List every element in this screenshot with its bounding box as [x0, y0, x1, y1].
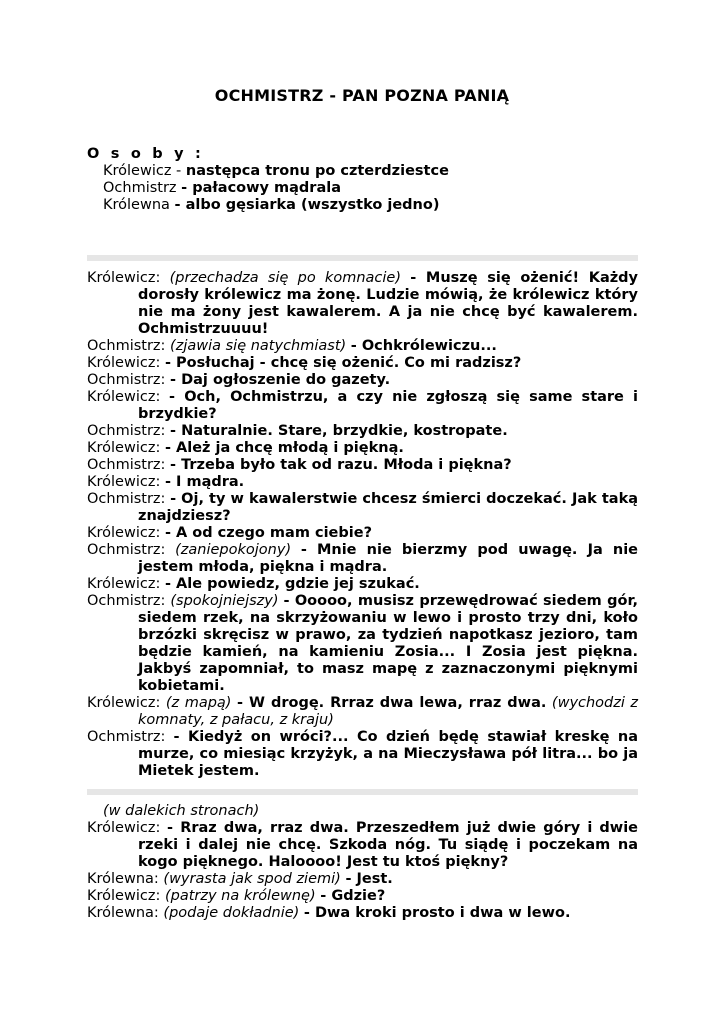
dialogue-line [87, 270, 638, 338]
person-ochmistrz: Ochmistrz - pałacowy mądrala [103, 180, 341, 196]
person-name: Królewna [103, 197, 170, 213]
dialogue-text: - W drogę. Rrraz dwa lewa, rraz dwa. [237, 695, 547, 711]
dialogue-text: - A od czego mam ciebie? [164, 525, 372, 541]
divider [87, 255, 638, 261]
speaker: Królewicz: [87, 576, 161, 592]
stage-direction: (podaje dokładnie) [163, 905, 300, 921]
persons-list [87, 146, 449, 214]
dialogue-text: - Muszę się ożenić! Każdy dorosły królewicz ma żonę. Ludzie mówią, że królewicz który nie ma żony jest kawalerem. A ja nie chcę być kawalerem. Ochmistrzuuuu! [138, 270, 639, 337]
dialogue-line [87, 576, 638, 593]
dialogue-line [87, 491, 638, 525]
dialogue-text: - I mądra. [164, 474, 245, 490]
dialogue-text: - Ale powiedz, gdzie jej szukać. [164, 576, 420, 592]
speaker: Królewicz: [87, 474, 161, 490]
persons-label: O s o b y : [87, 146, 204, 162]
dialogue-line [87, 457, 638, 474]
speaker: Królewicz: [87, 525, 161, 541]
speaker: Ochmistrz: [87, 593, 166, 609]
speaker: Ochmistrz: [87, 491, 166, 507]
speaker: Ochmistrz: [87, 338, 166, 354]
person-name: Ochmistrz [103, 180, 177, 196]
dialogue-text: - Trzeba było tak od razu. Młoda i piękna? [170, 457, 512, 473]
speaker: Ochmistrz: [87, 729, 166, 745]
person-description: pałacowy mądrala [192, 180, 341, 196]
dialogue-line [87, 372, 638, 389]
dialogue-text: - Naturalnie. Stare, brzydkie, kostropate. [170, 423, 508, 439]
dialogue-text: - Posłuchaj - chcę się ożenić. Co mi radzisz? [164, 355, 522, 371]
dialogue-line [87, 525, 638, 542]
stage-direction: (przechadza się po komnacie) [169, 270, 401, 286]
dialogue-text: - Ależ ja chcę młodą i piękną. [164, 440, 404, 456]
person-name: Królewicz [103, 163, 172, 179]
speaker: Ochmistrz: [87, 457, 166, 473]
dialogue-line [87, 474, 638, 491]
dialogue-text: - Jest. [345, 871, 393, 887]
speaker: Królewna: [87, 905, 159, 921]
dialogue-line [87, 440, 638, 457]
stage-direction: (zjawia się natychmiast) [170, 338, 347, 354]
scene-2 [87, 803, 638, 922]
person-description: następca tronu po czterdziestce [185, 163, 449, 179]
speaker: Królewicz: [87, 389, 161, 405]
speaker: Królewicz: [87, 888, 161, 904]
dialogue-text: - Och, Ochmistrzu, a czy nie zgłoszą się same stare i brzydkie? [138, 389, 638, 422]
speaker: Królewna: [87, 871, 159, 887]
person-krolewicz: Królewicz - następca tronu po czterdziestce [103, 163, 449, 179]
page-title: OCHMISTRZ - PAN POZNA PANIĄ [214, 86, 510, 105]
stage-direction: (spokojniejszy) [170, 593, 279, 609]
speaker: Królewicz: [87, 695, 161, 711]
dialogue-line [87, 423, 638, 440]
dialogue-line [87, 871, 638, 888]
speaker: Ochmistrz: [87, 423, 166, 439]
dialogue-text: - Ooooo, musisz przewędrować siedem gór, siedem rzek, na skrzyżowaniu w lewo i prosto trzy dni, koło brzózki skręcisz w prawo, za tydzień napotkasz jezioro, tam będzie kamień, na kamieniu Zosia... I Zosia jest piękna. Jakbyś zapomniał, to masz mapę z zaznaczonymi pięknymi kobietami. [138, 593, 639, 694]
stage-direction: (zaniepokojony) [175, 542, 292, 558]
scene-direction: (w dalekich stronach) [103, 803, 260, 819]
stage-direction: (wychodzi z komnaty, z pałacu, z kraju) [138, 695, 639, 728]
person-description: albo gęsiarka (wszystko jedno) [185, 197, 440, 213]
dialogue-text: - Dwa kroki prosto i dwa w lewo. [303, 905, 571, 921]
dialogue-text: - Kiedyż on wróci?... Co dzień będę stawiał kreskę na murze, co miesiąc krzyżyk, a na Mieczysława pół litra... bo ja Mietek jestem. [138, 729, 638, 779]
dialogue-text: - Oj, ty w kawalerstwie chcesz śmierci doczekać. Jak taką znajdziesz? [138, 491, 639, 524]
dialogue-text: - Ochkrólewiczu... [350, 338, 497, 354]
dialogue-text: - Rraz dwa, rraz dwa. Przeszedłem już dwie góry i dwie rzeki i dalej nie chcę. Szkoda nóg. Tu siądę i poczekam na kogo pięknego. Haloooo! Jest tu ktoś piękny? [138, 820, 639, 870]
dialogue-text: - Mnie nie bierzmy pod uwagę. Ja nie jestem młoda, piękna i mądra. [138, 542, 639, 575]
stage-direction: (z mapą) [165, 695, 232, 711]
scene-1 [87, 270, 638, 780]
stage-direction: (wyrasta jak spod ziemi) [163, 871, 341, 887]
dialogue-line [87, 905, 638, 922]
speaker: Królewicz: [87, 440, 161, 456]
dialogue-line [87, 389, 638, 423]
dialogue-text: - Daj ogłoszenie do gazety. [170, 372, 391, 388]
speaker: Ochmistrz: [87, 372, 166, 388]
stage-direction: (patrzy na królewnę) [164, 888, 316, 904]
dialogue-text: - Gdzie? [320, 888, 386, 904]
speaker: Królewicz: [87, 355, 161, 371]
dialogue-line [87, 338, 638, 355]
dialogue-line [87, 820, 638, 871]
speaker: Królewicz: [87, 820, 161, 836]
person-krolewna: Królewna - albo gęsiarka (wszystko jedno) [103, 197, 440, 213]
speaker: Ochmistrz: [87, 542, 166, 558]
divider [87, 789, 638, 795]
dialogue-line [87, 695, 638, 729]
dialogue-line [87, 355, 638, 372]
dialogue-line [87, 888, 638, 905]
dialogue-line [87, 593, 638, 695]
dialogue-line [87, 729, 638, 780]
speaker: Królewicz: [87, 270, 161, 286]
dialogue-line [87, 542, 638, 576]
